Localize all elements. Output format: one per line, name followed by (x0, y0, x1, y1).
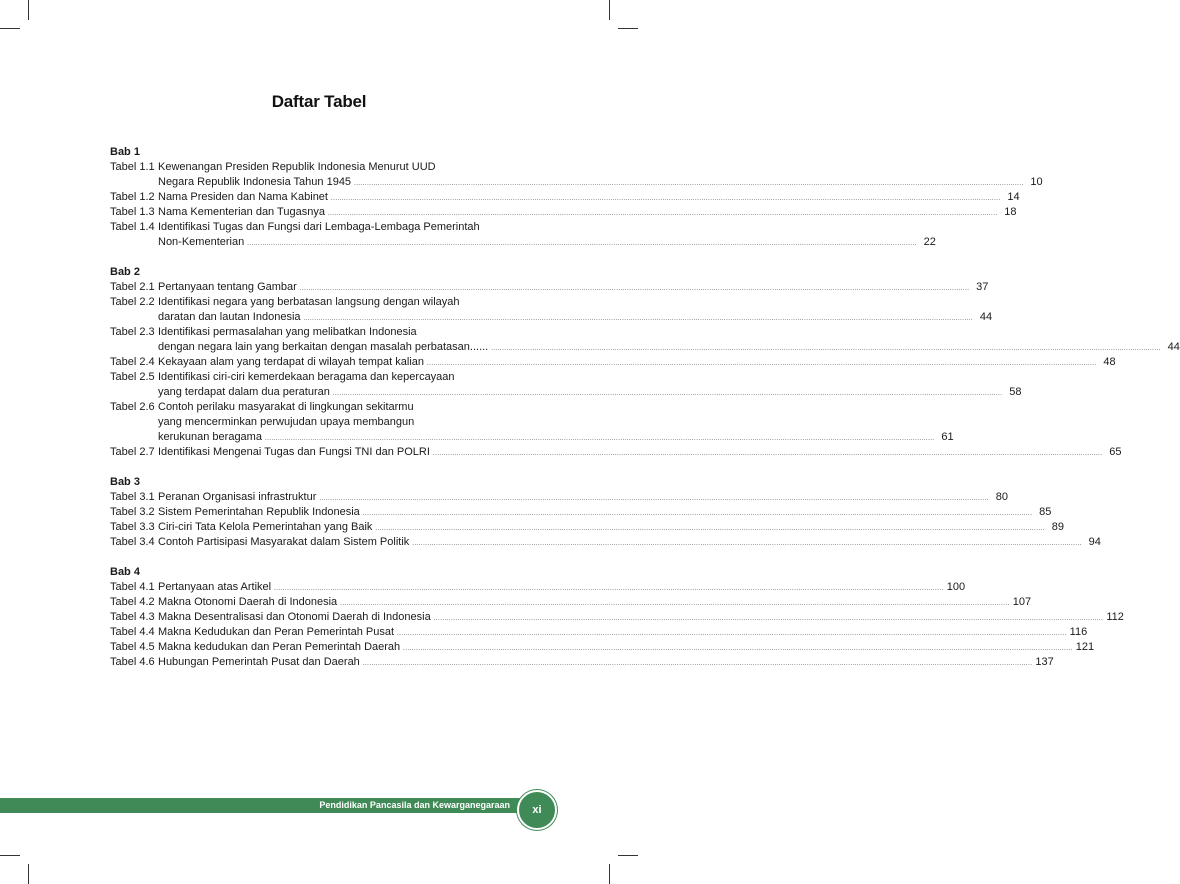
entry-page-number: 89 (1051, 521, 1065, 533)
entry-title: Pertanyaan tentang Gambar (158, 281, 297, 293)
entry-label: Tabel 3.3 (110, 521, 155, 533)
chapter-heading: Bab 3 (110, 476, 140, 488)
entry-title: yang mencerminkan perwujudan upaya membangun (158, 416, 415, 428)
dot-leader (354, 179, 1024, 189)
dot-leader (434, 614, 1104, 624)
entry-label: Tabel 4.6 (110, 656, 155, 668)
toc-entry[interactable] (110, 505, 1052, 520)
entry-title: Makna kedudukan dan Peran Pemerintah Daerah (158, 641, 401, 653)
entry-title: Nama Presiden dan Nama Kabinet (158, 191, 328, 203)
entry-title: Identifikasi permasalahan yang melibatkan Indonesia (158, 326, 417, 338)
entry-title: Kekayaan alam yang terdapat di wilayah tempat kalian (158, 356, 424, 368)
entry-title: dengan negara lain yang berkaitan dengan masalah perbatasan...... (158, 341, 489, 353)
entry-label: Tabel 2.7 (110, 446, 155, 458)
chapter-heading: Bab 2 (110, 266, 140, 278)
entry-title: Kewenangan Presiden Republik Indonesia Menurut UUD (158, 161, 436, 173)
toc-entry[interactable] (110, 580, 966, 595)
entry-page-number: 58 (1009, 386, 1022, 398)
entry-label: Tabel 2.3 (110, 326, 155, 338)
entry-label: Tabel 2.1 (110, 281, 155, 293)
entry-title: kerukunan beragama (158, 431, 262, 443)
entry-title: daratan dan lautan Indonesia (158, 311, 301, 323)
entry-page-number: 18 (1004, 206, 1017, 218)
toc-entry[interactable] (110, 355, 1116, 370)
entry-label: Tabel 2.5 (110, 371, 155, 383)
entry-page-number: 22 (923, 236, 936, 248)
toc-entry[interactable] (110, 205, 1017, 220)
entry-label: Tabel 3.2 (110, 506, 155, 518)
entry-title: Non-Kementerian (158, 236, 245, 248)
entry-title: Ciri-ciri Tata Kelola Pemerintahan yang Baik (158, 521, 373, 533)
entry-page-number: 14 (1007, 191, 1020, 203)
entry-title: Makna Desentralisasi dan Otonomi Daerah di Indonesia (158, 611, 431, 623)
entry-page-number: 121 (1075, 641, 1095, 653)
dot-leader (375, 524, 1045, 534)
toc-entry[interactable] (110, 610, 1124, 625)
toc-entry[interactable] (110, 295, 993, 325)
entry-label: Tabel 1.4 (110, 221, 155, 233)
entry-page-number: 112 (1106, 611, 1124, 623)
chapter-heading: Bab 4 (110, 566, 140, 578)
entry-label: Tabel 3.1 (110, 491, 155, 503)
entry-label: Tabel 4.3 (110, 611, 155, 623)
crop-mark (609, 0, 610, 20)
table-of-tables (110, 145, 1180, 670)
entry-title: yang terdapat dalam dua peraturan (158, 386, 330, 398)
entry-page-number: 65 (1109, 446, 1122, 458)
page-number-badge: xi (517, 790, 557, 830)
entry-page-number: 61 (941, 431, 954, 443)
page-title: Daftar Tabel (271, 92, 367, 111)
entry-page-number: 44 (979, 311, 993, 323)
dot-leader (333, 389, 1003, 399)
dot-leader (340, 599, 1010, 609)
entry-title: Negara Republik Indonesia Tahun 1945 (158, 176, 352, 188)
dot-leader (427, 359, 1097, 369)
crop-mark (28, 864, 29, 884)
dot-leader (412, 539, 1082, 549)
entry-page-number: 37 (976, 281, 989, 293)
toc-entry[interactable] (110, 280, 989, 295)
toc-entry[interactable] (110, 190, 1020, 205)
toc-entry[interactable] (110, 595, 1032, 610)
entry-title: Makna Otonomi Daerah di Indonesia (158, 596, 338, 608)
footer-band (0, 798, 522, 813)
crop-mark (618, 28, 638, 29)
dot-leader (247, 239, 917, 249)
dot-leader (397, 629, 1067, 639)
toc-entry[interactable] (110, 640, 1095, 655)
dot-leader (319, 494, 989, 504)
entry-page-number: 48 (1103, 356, 1116, 368)
chapter-heading: Bab 1 (110, 146, 140, 158)
entry-title: Contoh perilaku masyarakat di lingkungan sekitarmu (158, 401, 414, 413)
entry-title: Contoh Partisipasi Masyarakat dalam Sistem Politik (158, 536, 410, 548)
dot-leader (403, 644, 1073, 654)
toc-entry[interactable] (110, 625, 1088, 640)
entry-page-number: 100 (946, 581, 966, 593)
entry-page-number: 116 (1069, 626, 1088, 638)
toc-entry[interactable] (110, 490, 1008, 505)
entry-title: Identifikasi Tugas dan Fungsi dari Lembaga-Lembaga Pemerintah (158, 221, 480, 233)
toc-entry[interactable] (110, 655, 1054, 670)
entry-title: Identifikasi ciri-ciri kemerdekaan beragama dan kepercayaan (158, 371, 455, 383)
entry-title: Sistem Pemerintahan Republik Indonesia (158, 506, 360, 518)
toc-entry[interactable] (110, 535, 1101, 550)
dot-leader (328, 209, 998, 219)
entry-label: Tabel 4.1 (110, 581, 155, 593)
crop-mark (618, 855, 638, 856)
entry-label: Tabel 2.2 (110, 296, 155, 308)
entry-label: Tabel 1.1 (110, 161, 155, 173)
dot-leader (433, 449, 1103, 459)
footer-book-title: Pendidikan Pancasila dan Kewarganegaraan (319, 800, 510, 810)
entry-label: Tabel 3.4 (110, 536, 155, 548)
toc-entry[interactable] (110, 160, 1043, 190)
crop-mark (28, 0, 29, 20)
dot-leader (331, 194, 1001, 204)
entry-label: Tabel 4.5 (110, 641, 155, 653)
entry-title: Identifikasi Mengenai Tugas dan Fungsi TNI dan POLRI (158, 446, 430, 458)
entry-page-number: 107 (1012, 596, 1032, 608)
entry-page-number: 85 (1039, 506, 1052, 518)
entry-label: Tabel 4.4 (110, 626, 155, 638)
crop-mark (0, 28, 20, 29)
entry-label: Tabel 4.2 (110, 596, 155, 608)
entry-title: Makna Kedudukan dan Peran Pemerintah Pusat (158, 626, 395, 638)
toc-entry[interactable] (110, 370, 1022, 400)
toc-entry[interactable] (110, 520, 1065, 535)
entry-title: Hubungan Pemerintah Pusat dan Daerah (158, 656, 360, 668)
toc-entry[interactable] (110, 220, 936, 250)
dot-leader (304, 314, 974, 324)
entry-label: Tabel 2.6 (110, 401, 155, 413)
entry-label: Tabel 2.4 (110, 356, 155, 368)
entry-page-number: 44 (1167, 341, 1180, 353)
dot-leader (265, 434, 935, 444)
crop-mark (609, 864, 610, 884)
dot-leader (363, 659, 1033, 669)
entry-title: Nama Kementerian dan Tugasnya (158, 206, 325, 218)
entry-label: Tabel 1.3 (110, 206, 155, 218)
entry-page-number: 137 (1035, 656, 1054, 668)
toc-entry[interactable] (110, 445, 1122, 460)
crop-mark (0, 855, 20, 856)
entry-page-number: 10 (1030, 176, 1043, 188)
entry-label: Tabel 1.2 (110, 191, 155, 203)
dot-leader (300, 284, 970, 294)
dot-leader (363, 509, 1033, 519)
entry-title: Identifikasi negara yang berbatasan langsung dengan wilayah (158, 296, 460, 308)
toc-entry[interactable] (110, 400, 954, 445)
entry-page-number: 94 (1088, 536, 1101, 548)
dot-leader (274, 584, 944, 594)
entry-page-number: 80 (995, 491, 1008, 503)
entry-title: Peranan Organisasi infrastruktur (158, 491, 317, 503)
toc-entry[interactable] (110, 325, 1180, 355)
dot-leader (491, 344, 1161, 354)
entry-title: Pertanyaan atas Artikel (158, 581, 272, 593)
